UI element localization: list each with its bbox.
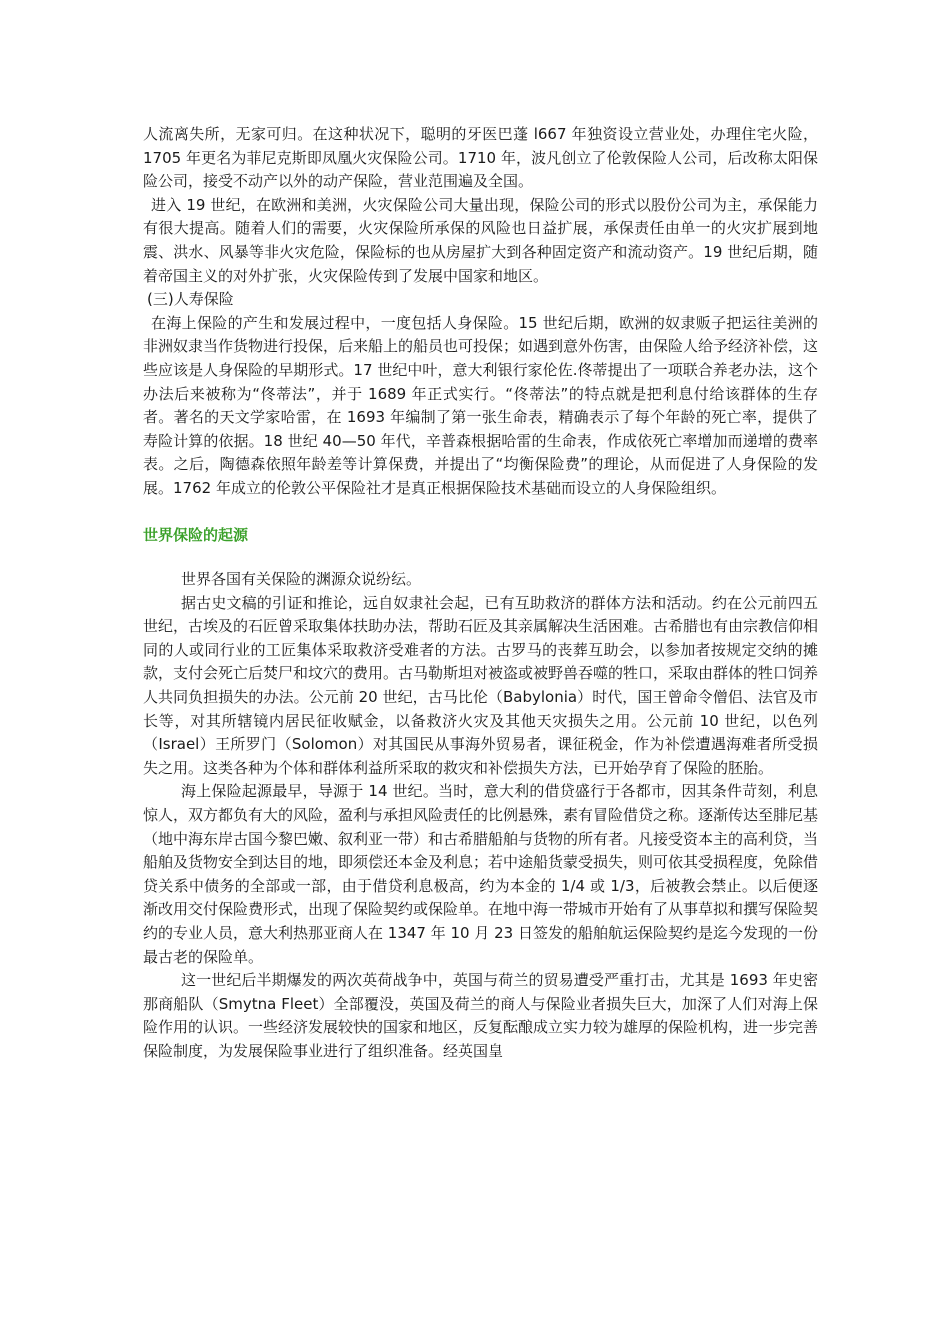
paragraph-marine-insurance-origin: 海上保险起源最早，导源于 14 世纪。当时，意大利的借贷盛行于各都市，因其条件苛刻，利息惊人，双方都负有大的风险，盈利与承担风险责任的比例悬殊，素有冒险借贷之称。逐渐传达至腓尼基（地中海东岸古国今黎巴嫩、叙利亚一带）和古希腊船舶与货物的所有者。凡接受资本主的高利贷，当船舶及货物安全到达目的地，即须偿还本金及利息；若中途船货蒙受损失，则可依其受损程度，免除借贷关系中债务的全部或一部，由于借贷利息极高，约为本金的 1/4 或 1/3，后被教会禁止。以后便逐渐改用交付保险费形式，出现了保险契约或保险单。在地中海一带城市开始有了从事草拟和撰写保险契约的专业人员，意大利热那亚商人在 1347 年 10 月 23 日签发的船舶航运保险契约是迄今发现的一份最古老的保险单。 xyxy=(143,782,819,966)
paragraph-19th-century-fire-insurance: 进入 19 世纪，在欧洲和美洲，火灾保险公司大量出现，保险公司的形式以股份公司为主，承保能力有很大提高。随着人们的需要，火灾保险所承保的风险也日益扩展，承保责任由单一的火灾扩展到地震、洪水、风暴等非火灾危险，保险标的也从房屋扩大到各种固定资产和流动资产。19 世纪后期，随着帝国主义的对外扩张，火灾保险传到了发展中国家和地区。 xyxy=(143,195,818,285)
heading-world-insurance-origin: 世界保险的起源 xyxy=(143,525,249,544)
paragraph-origin-intro: 世界各国有关保险的渊源众说纷纭。 xyxy=(181,570,422,589)
paragraph-anglo-dutch-wars: 这一世纪后半期爆发的两次英荷战争中，英国与荷兰的贸易遭受严重打击，尤其是 1693 年史密那商船队（Smytna Fleet）全部覆没，英国及荷兰的商人与保险业者损失巨大，加深了人们对海上保险作用的认识。一些经济发展较快的国家和地区，反复酝酿成立实力较为雄厚的保险机构，进一步完善保险制度，为发展保险事业进行了组织准备。经英国皇 xyxy=(143,971,819,1060)
paragraph-ancient-mutual-aid: 据古史文稿的引证和推论，远自奴隶社会起，已有互助救济的群体方法和活动。约在公元前四五世纪，古埃及的石匠曾采取集体扶助办法，帮助石匠及其亲属解决生活困难。古希腊也有由宗教信仰相同的人或同行业的工匠集体采取救济受难者的方法。古罗马的丧葬互助会，以参加者按规定交纳的摊款，支付会死亡后焚尸和坟穴的费用。古马勒斯坦对被盗或被野兽吞噬的牲口，采取由群体的牲口饲养人共同负担损失的办法。公元前 20 世纪，古马比伦（Babylonia）时代，国王曾命令僧侣、法官及市长等，对其所辖镜内居民征收赋金，以备救济火灾及其他天灾损失之用。公元前 10 世纪，以色列（Israel）王所罗门（Solomon）对其国民从事海外贸易者，课征税金，作为补偿遭遇海难者所受损失之用。这类各种为个体和群体利益所采取的救灾和补偿损失方法，已开始孕育了保险的胚胎。 xyxy=(143,593,819,777)
section-heading-life-insurance: (三)人寿保险 xyxy=(147,290,234,309)
document-body xyxy=(143,123,818,1064)
paragraph-life-insurance-history: 在海上保险的产生和发展过程中，一度包括人身保险。15 世纪后期，欧洲的奴隶贩子把运往美洲的非洲奴隶当作货物进行投保，后来船上的船员也可投保；如遇到意外伤害，由保险人给予经济补偿，这些应该是人身保险的早期形式。17 世纪中叶，意大利银行家伦佐.佟蒂提出了一项联合养老办法，这个办法后来被称为“佟蒂法”，并于 1689 年正式实行。“佟蒂法”的特点就是把利息付给该群体的生存者。著名的天文学家哈雷，在 1693 年编制了第一张生命表，精确表示了每个年龄的死亡率，提供了寿险计算的依据。18 世纪 40—50 年代，辛普森根据哈雷的生命表，作成依死亡率增加而递增的费率表。之后，陶德森依照年龄差等计算保费，并提出了“均衡保险费”的理论，从而促进了人身保险的发展。1762 年成立的伦敦公平保险社才是真正根据保险技术基础而设立的人身保险组织。 xyxy=(143,313,819,497)
paragraph-fire-insurance-companies: 人流离失所，无家可归。在这种状况下，聪明的牙医巴蓬 l667 年独资设立营业处，办理住宅火险，1705 年更名为菲尼克斯即凤凰火灾保险公司。1710 年，波凡创立了伦敦保险人公司，后改称太阳保险公司，接受不动产以外的动产保险，营业范围遍及全国。 xyxy=(143,125,818,191)
